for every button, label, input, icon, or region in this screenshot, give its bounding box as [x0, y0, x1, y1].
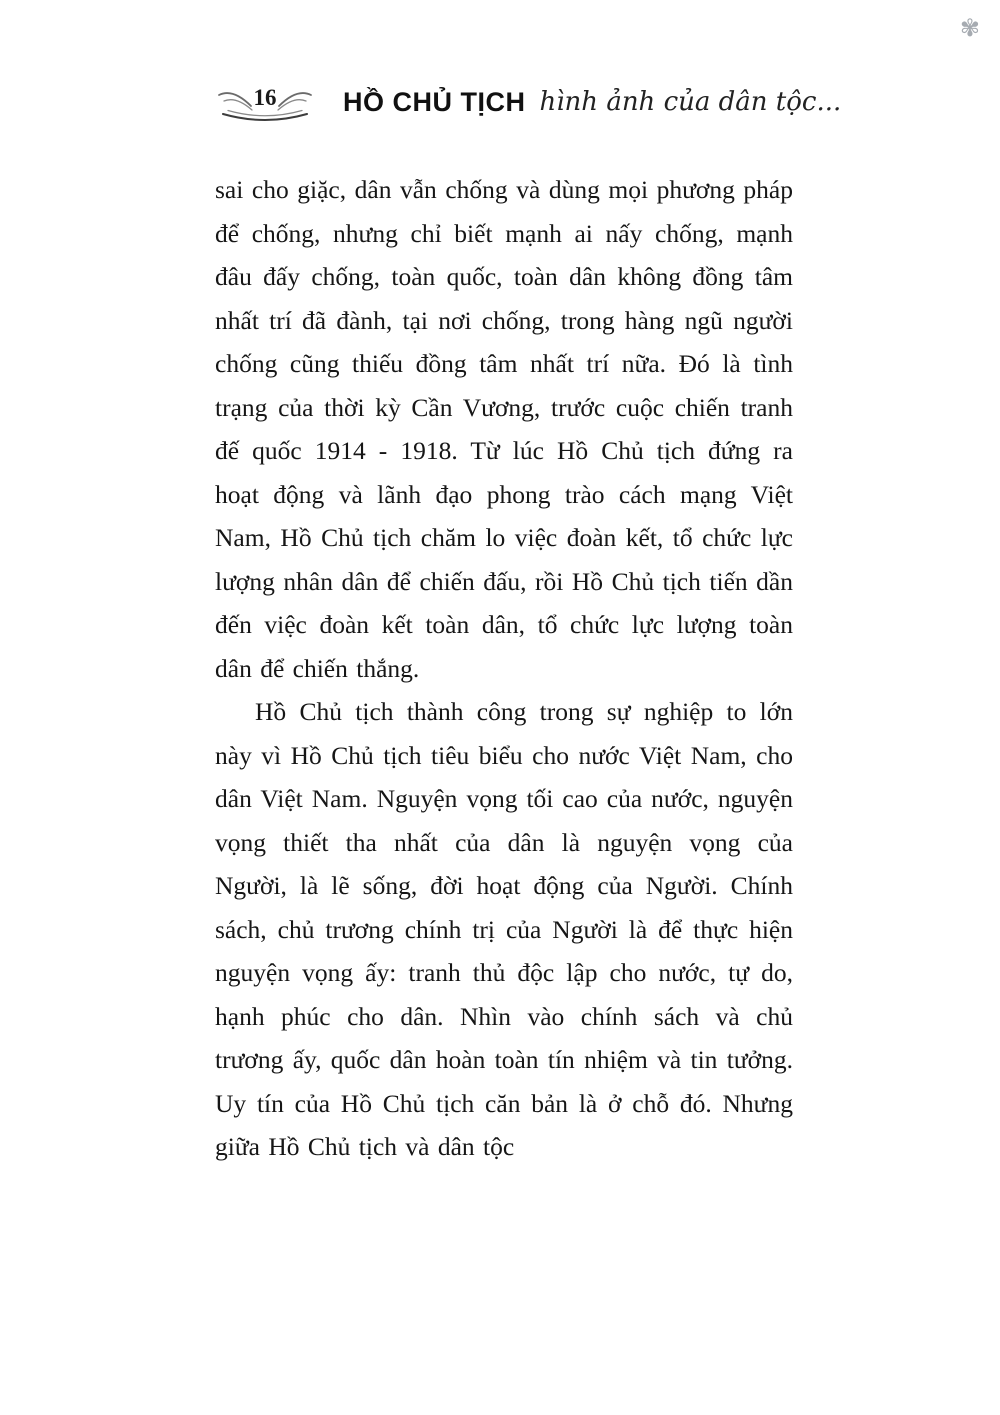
page-body	[215, 168, 793, 1169]
corner-flower-icon: ✾	[959, 14, 980, 42]
paragraph: Hồ Chủ tịch thành công trong sự nghiệp to lớn này vì Hồ Chủ tịch tiêu biểu cho nước Việt Nam, cho dân Việt Nam. Nguyện vọng tối cao của nước, nguyện vọng thiết tha nhất của dân là nguyện vọng của Người, là lẽ sống, đời hoạt động của Người. Chính sách, chủ trương chính trị của Người là để thực hiện nguyện vọng ấy: tranh thủ độc lập cho nước, tự do, hạnh phúc cho dân. Nhìn vào chính sách và chủ trương ấy, quốc dân hoàn toàn tín nhiệm và tin tưởng. Uy tín của Hồ Chủ tịch căn bản là ở chỗ đó. Nhưng giữa Hồ Chủ tịch và dân tộc	[215, 697, 793, 1161]
running-head-title: HỒ CHỦ TỊCH	[343, 86, 526, 117]
page-number-ornament	[215, 80, 315, 124]
page-number: 16	[253, 85, 277, 110]
running-head-subtitle: hình ảnh của dân tộc...	[539, 87, 842, 117]
paragraph-continuation: sai cho giặc, dân vẫn chống và dùng mọi phương pháp để chống, nhưng chỉ biết mạnh ai nấy chống, mạnh đâu đấy chống, toàn quốc, toàn dân không đồng tâm nhất trí đã đành, tại nơi chống, trong hàng ngũ người chống cũng thiếu đồng tâm nhất trí nữa. Đó là tình trạng của thời kỳ Cần Vương, trước cuộc chiến tranh đế quốc 1914 - 1918. Từ lúc Hồ Chủ tịch đứng ra hoạt động và lãnh đạo phong trào cách mạng Việt Nam, Hồ Chủ tịch chăm lo việc đoàn kết, tổ chức lực lượng nhân dân để chiến đấu, rồi Hồ Chủ tịch tiến dần đến việc đoàn kết toàn dân, tổ chức lực lượng toàn dân để chiến thắng.	[215, 175, 793, 683]
running-head	[215, 80, 842, 124]
